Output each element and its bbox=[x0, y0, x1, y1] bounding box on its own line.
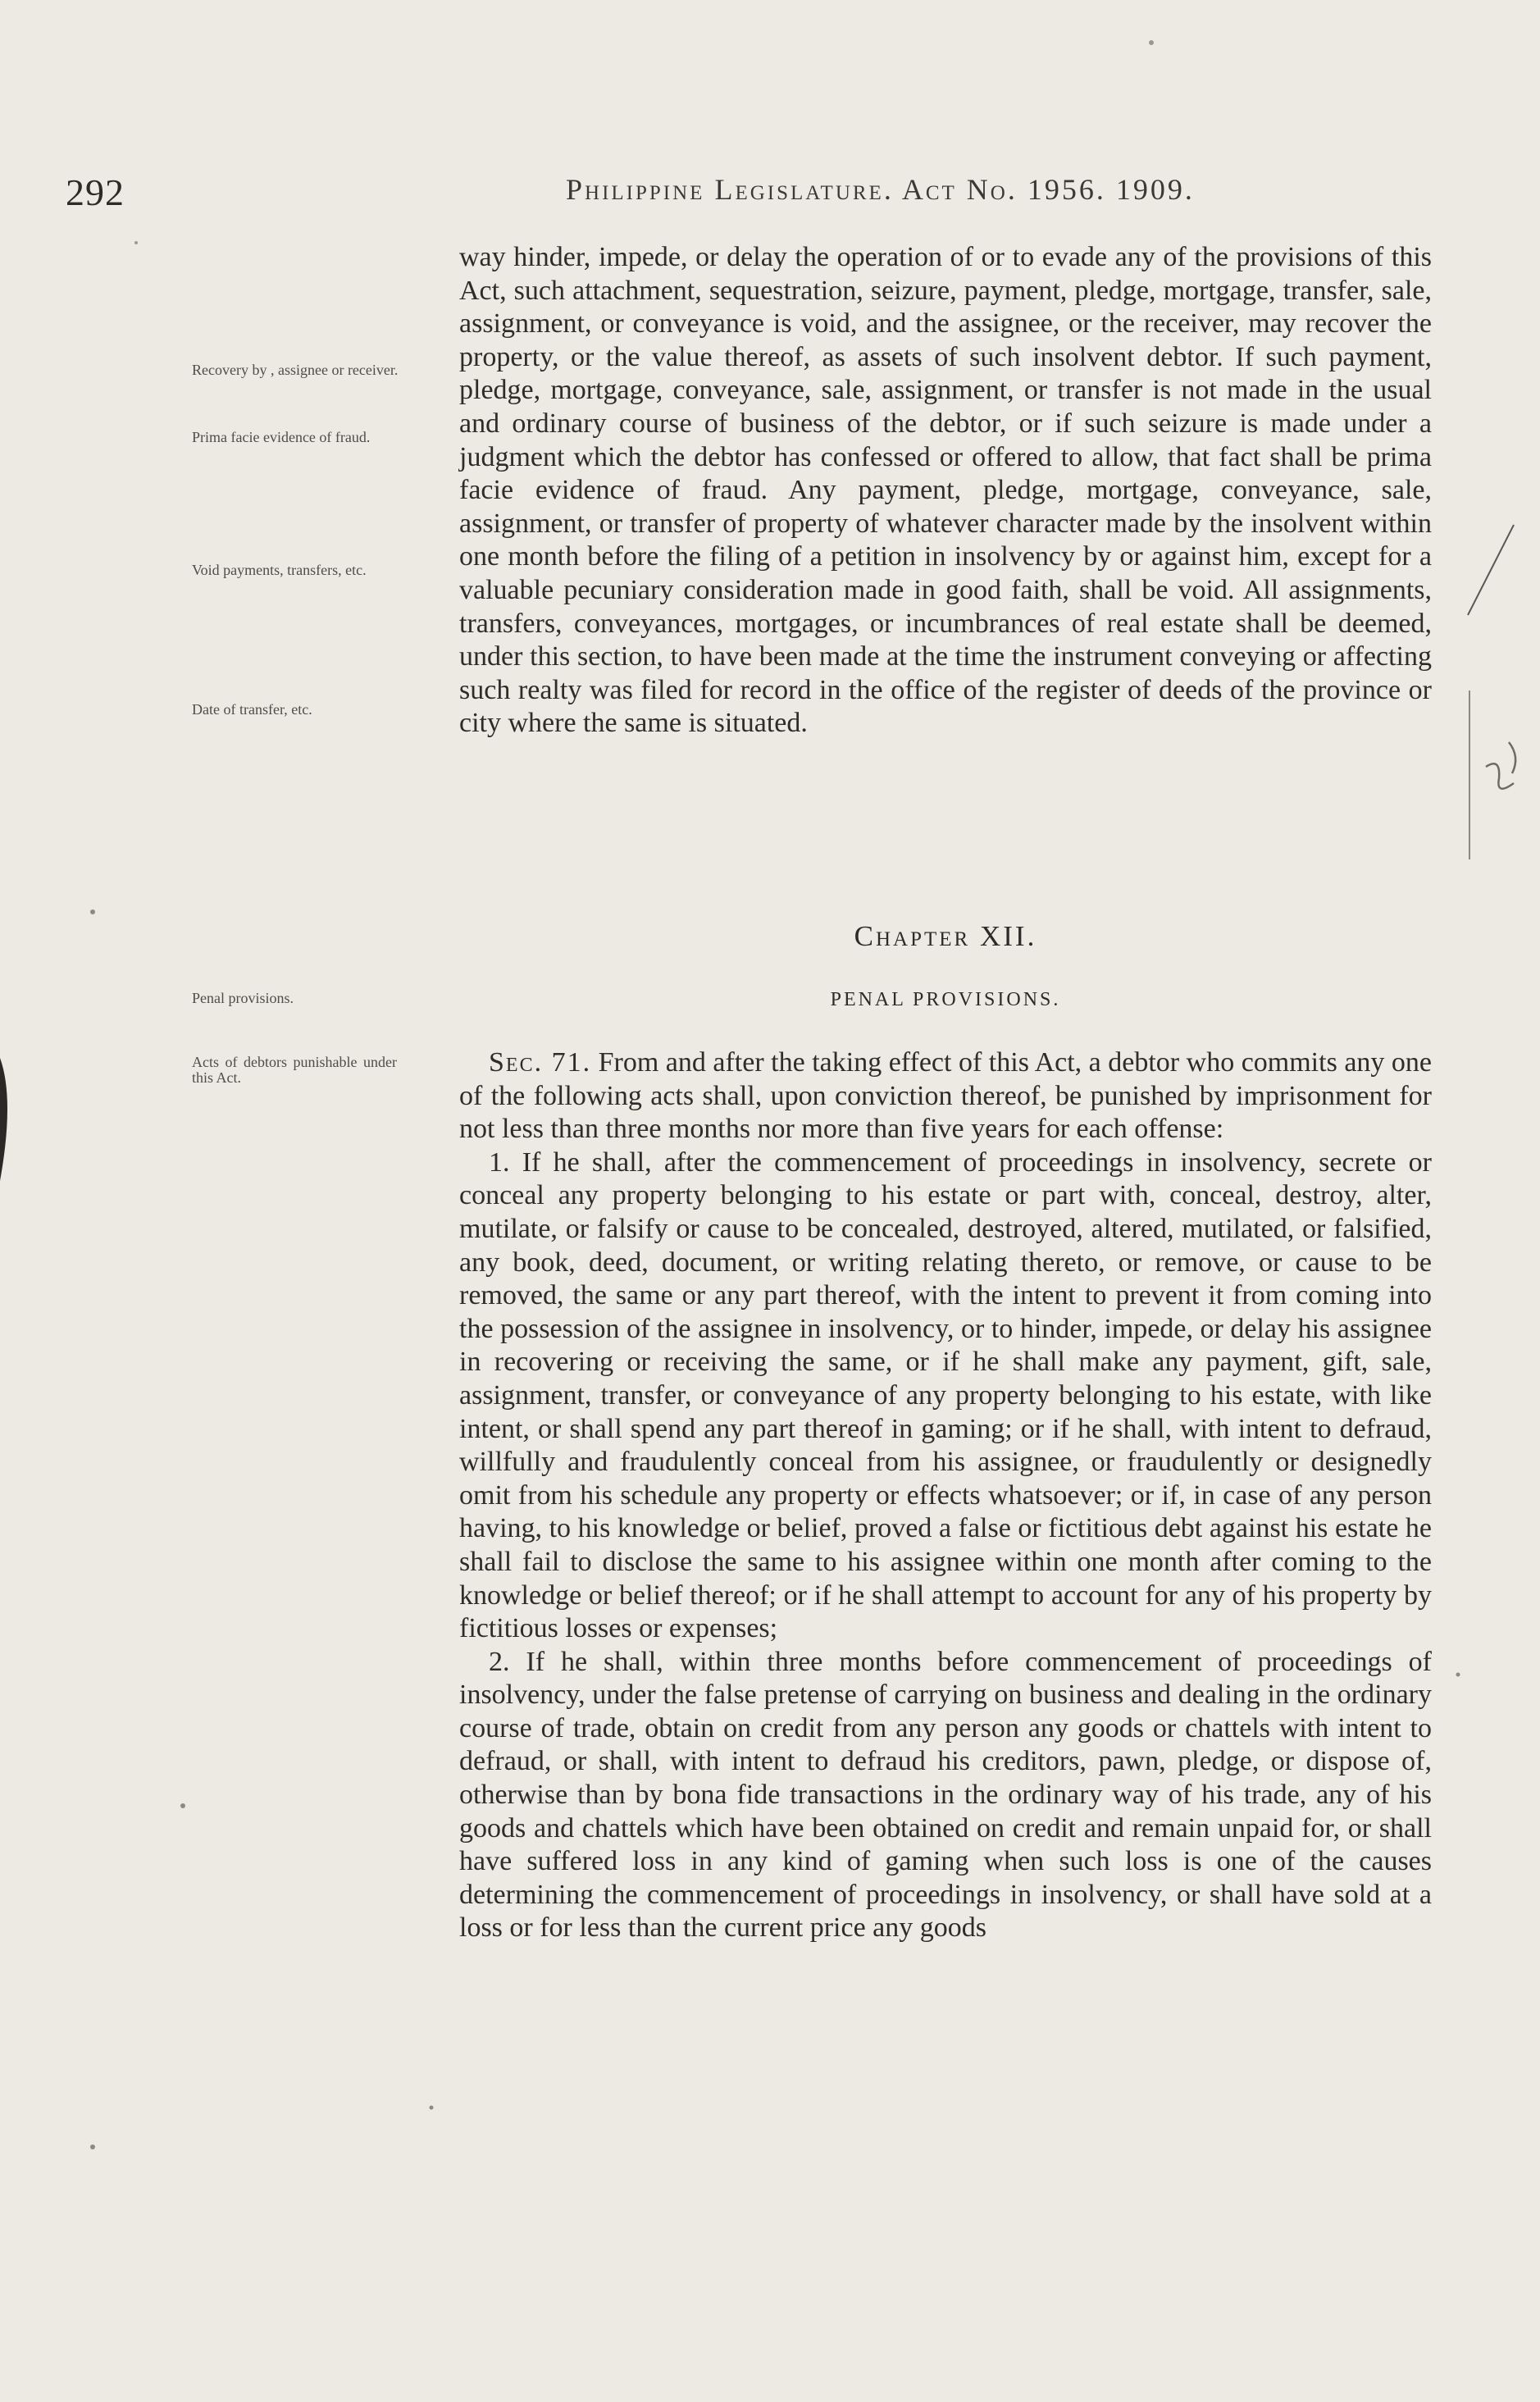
speck bbox=[180, 1803, 185, 1808]
page-edge-shadow bbox=[0, 1058, 7, 1181]
speck bbox=[1149, 40, 1154, 45]
speck bbox=[1456, 1673, 1460, 1677]
item-1-paragraph: 1. If he shall, after the commencement of proceedings in insolvency, secrete or conceal any property belonging to his estate or part with, conceal, destroy, alter, mutilate, or falsify or cause to be concealed, destroyed, altered, mutilated, or falsified, any book, deed, document, or writing relating thereto, or remove, or cause to be removed, the same or any part thereof, with the intent to prevent it from coming into the possession of the assignee in insolvency, or to hinder, impede, or delay his assignee in recovering or receiving the same, or if he shall make any payment, gift, sale, assignment, transfer, or conveyance of any property belonging to his estate, with like intent, or shall spend any part thereof in gaming; or if he shall, with intent to defraud, willfully and fraudulently conceal from his assignee, or fraudulently or designedly omit from his schedule any property or effects whatsoever; or if, in case of any person having, to his knowledge or belief, proved a false or fictitious debt against his estate he shall fail to disclose the same to his assignee within one month after coming to the knowledge or belief thereof; or if he shall attempt to account for any of his property by fictitious losses or expenses; bbox=[459, 1146, 1432, 1644]
handwritten-scribble bbox=[1486, 742, 1515, 789]
paragraph-continuation: way hinder, impede, or delay the operation of or to evade any of the provisions of this Act, such attachment, sequestration, seizure, payment, pledge, mortgage, transfer, sale, assignment, or conveyance is void, and the assignee, or the receiver, may recover the property, or the value thereof, as assets of such insolvent debtor. If such payment, pledge, mortgage, conveyance, sale, assignment, or transfer is not made in the usual and ordinary course of business of the debtor, or if such seizure is made under a judgment which the debtor has confessed or offered to allow, that fact shall be prima facie evidence of fraud. Any payment, pledge, mortgage, conveyance, sale, assignment, or transfer of property of whatever character made by the insolvent within one month before the filing of a petition in insolvency by or against him, except for a valuable pecuniary consideration made in good faith, shall be void. All assignments, transfers, conveyances, mortgages, or incumbrances of real estate shall be deemed, under this section, to have been made at the time the instrument conveying or affecting such realty was filed for record in the office of the register of deeds of the province or city where the same is situated. bbox=[459, 242, 1432, 739]
speck bbox=[134, 241, 138, 244]
item-2-paragraph: 2. If he shall, within three months before commencement of proceedings of insolvency, under the false pretense of carrying on business and dealing in the ordinary course of trade, obtain on credit from any person any goods or chattels with intent to defraud, or shall, with intent to defraud his creditors, pawn, pledge, or dispose of, otherwise than by bona fide transactions in the ordinary way of his trade, any of his goods and chattels which have been obtained on credit and remain unpaid for, or shall have suffered loss in any kind of gaming when such loss is one of the causes determining the commencement of proceedings in insolvency, or shall have sold at a loss or for less than the current price any goods bbox=[459, 1646, 1432, 1944]
speck bbox=[430, 2106, 434, 2110]
margin-note-void-payments: Void payments, transfers, etc. bbox=[192, 562, 367, 578]
margin-note-acts-of-debtors: Acts of debtors punishable under this Act. bbox=[192, 1054, 397, 1086]
section-71-text: From and after the taking effect of this Act, a debtor who commits any one of the following acts shall, upon conviction thereof, be punished by imprisonment for not less than three months nor more than five years for each offense: bbox=[459, 1047, 1433, 1145]
speck bbox=[90, 909, 95, 914]
margin-note-penal-provisions: Penal provisions. bbox=[192, 990, 294, 1006]
margin-note-prima-facie: Prima facie evidence of fraud. bbox=[192, 429, 371, 445]
speck bbox=[90, 2144, 95, 2149]
margin-note-recovery: Recovery by , assignee or receiver. bbox=[192, 362, 399, 378]
section-label: Sec. 71. bbox=[489, 1047, 592, 1078]
chapter-title: PENAL PROVISIONS. bbox=[830, 989, 1061, 1010]
running-title: Philippine Legislature. Act No. 1956. 1909. bbox=[566, 173, 1195, 206]
margin-note-date-of-transfer: Date of transfer, etc. bbox=[192, 701, 312, 718]
page-number: 292 bbox=[66, 171, 125, 213]
pencil-stroke-mark bbox=[1468, 525, 1514, 615]
chapter-heading: Chapter XII. bbox=[854, 920, 1037, 952]
